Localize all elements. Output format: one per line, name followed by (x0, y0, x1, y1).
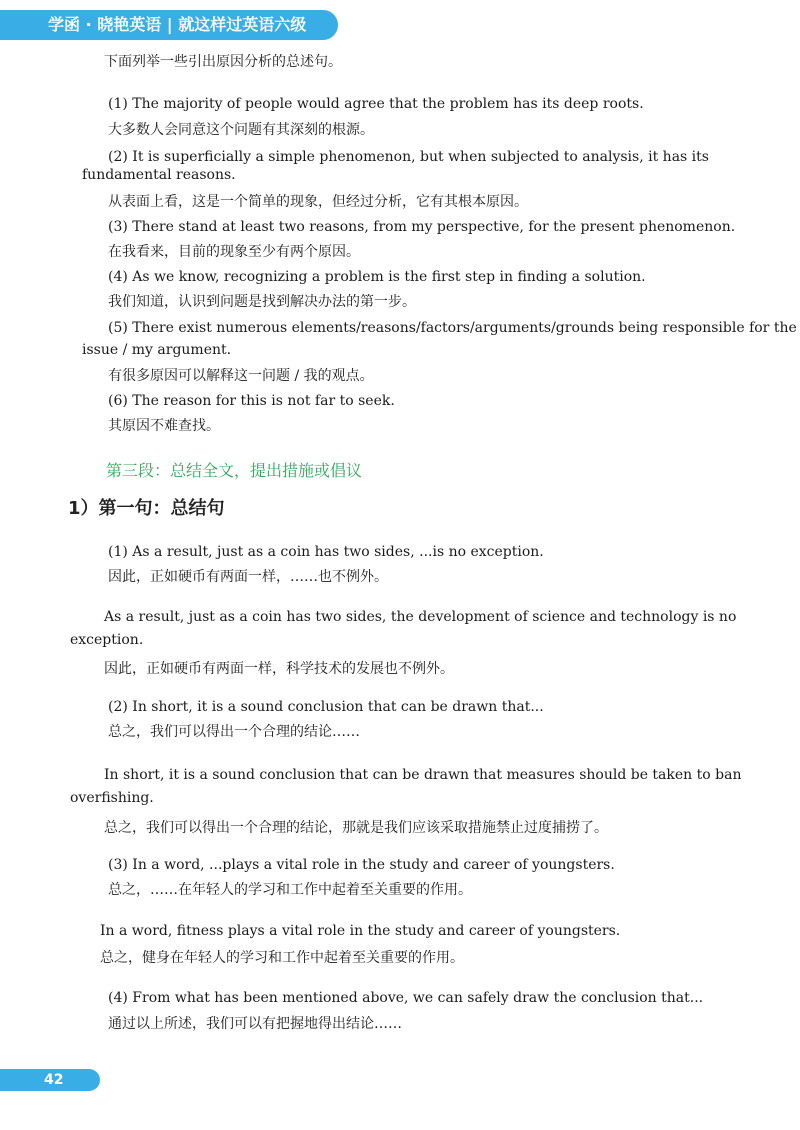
item-number: (6) (108, 393, 128, 409)
item-english-continued: issue / my argument. (82, 342, 232, 358)
item-chinese: 从表面上看，这是一个简单的现象，但经过分析，它有其根本原因。 (108, 194, 528, 210)
running-header: 学函 · 晓艳英语 | 就这样过英语六级 (0, 10, 338, 40)
item-number: (3) (108, 219, 128, 235)
list-item (108, 267, 646, 287)
item-number: (3) (108, 857, 128, 873)
item-number: (2) (108, 699, 128, 715)
item-english: There stand at least two reasons, from my perspective, for the present phenomenon. (132, 219, 736, 235)
item-english: As a result, just as a coin has two sides, ...is no exception. (132, 544, 544, 560)
item-english: From what has been mentioned above, we can safely draw the conclusion that... (132, 990, 704, 1006)
item-number: (1) (108, 96, 128, 112)
example-english: As a result, just as a coin has two sides, the development of science and technology is no (104, 609, 737, 625)
item-chinese: 我们知道，认识到问题是找到解决办法的第一步。 (108, 294, 416, 310)
section-heading: 第三段：总结全文，提出措施或倡议 (106, 461, 363, 480)
page-number: 42 (0, 1069, 100, 1091)
list-item (108, 94, 644, 114)
item-number: (4) (108, 990, 128, 1006)
example-chinese: 总之，健身在年轻人的学习和工作中起着至关重要的作用。 (100, 950, 464, 966)
example-english: In short, it is a sound conclusion that can be drawn that measures should be taken to ban (104, 767, 742, 783)
list-item (108, 988, 703, 1008)
example-chinese: 总之，我们可以得出一个合理的结论，那就是我们应该采取措施禁止过度捕捞了。 (104, 820, 608, 836)
item-english: The reason for this is not far to seek. (132, 393, 395, 409)
list-item (108, 147, 709, 167)
item-chinese: 有很多原因可以解释这一问题 / 我的观点。 (108, 368, 374, 384)
sub-heading: 1）第一句：总结句 (68, 498, 225, 519)
item-chinese: 因此，正如硬币有两面一样，……也不例外。 (108, 569, 388, 585)
item-number: (5) (108, 320, 128, 336)
example-chinese: 因此，正如硬币有两面一样，科学技术的发展也不例外。 (104, 661, 454, 677)
item-chinese: 总之，……在年轻人的学习和工作中起着至关重要的作用。 (108, 882, 472, 898)
intro-text: 下面列举一些引出原因分析的总述句。 (104, 54, 342, 70)
list-item (108, 217, 735, 237)
item-number: (2) (108, 149, 128, 165)
item-chinese: 在我看来，目前的现象至少有两个原因。 (108, 244, 360, 260)
item-english: In a word, ...plays a vital role in the study and career of youngsters. (132, 857, 615, 873)
list-item (108, 391, 395, 411)
item-chinese: 通过以上所述，我们可以有把握地得出结论…… (108, 1016, 402, 1032)
item-english: It is superficially a simple phenomenon, but when subjected to analysis, it has its (132, 149, 709, 165)
item-chinese: 总之，我们可以得出一个合理的结论…… (108, 724, 360, 740)
list-item (108, 855, 615, 875)
item-number: (4) (108, 269, 128, 285)
item-english-continued: fundamental reasons. (82, 167, 236, 183)
example-english-continued: exception. (70, 632, 144, 648)
item-chinese: 其原因不难查找。 (108, 418, 220, 434)
item-english: As we know, recognizing a problem is the first step in finding a solution. (132, 269, 646, 285)
item-english: In short, it is a sound conclusion that can be drawn that... (132, 699, 544, 715)
example-english: In a word, fitness plays a vital role in the study and career of youngsters. (100, 923, 621, 939)
item-number: (1) (108, 544, 128, 560)
item-english: The majority of people would agree that the problem has its deep roots. (132, 96, 644, 112)
list-item (108, 542, 544, 562)
example-english-continued: overfishing. (70, 790, 154, 806)
list-item (108, 318, 797, 338)
item-english: There exist numerous elements/reasons/factors/arguments/grounds being responsible for the (132, 320, 797, 336)
item-chinese: 大多数人会同意这个问题有其深刻的根源。 (108, 122, 374, 138)
list-item (108, 697, 544, 717)
